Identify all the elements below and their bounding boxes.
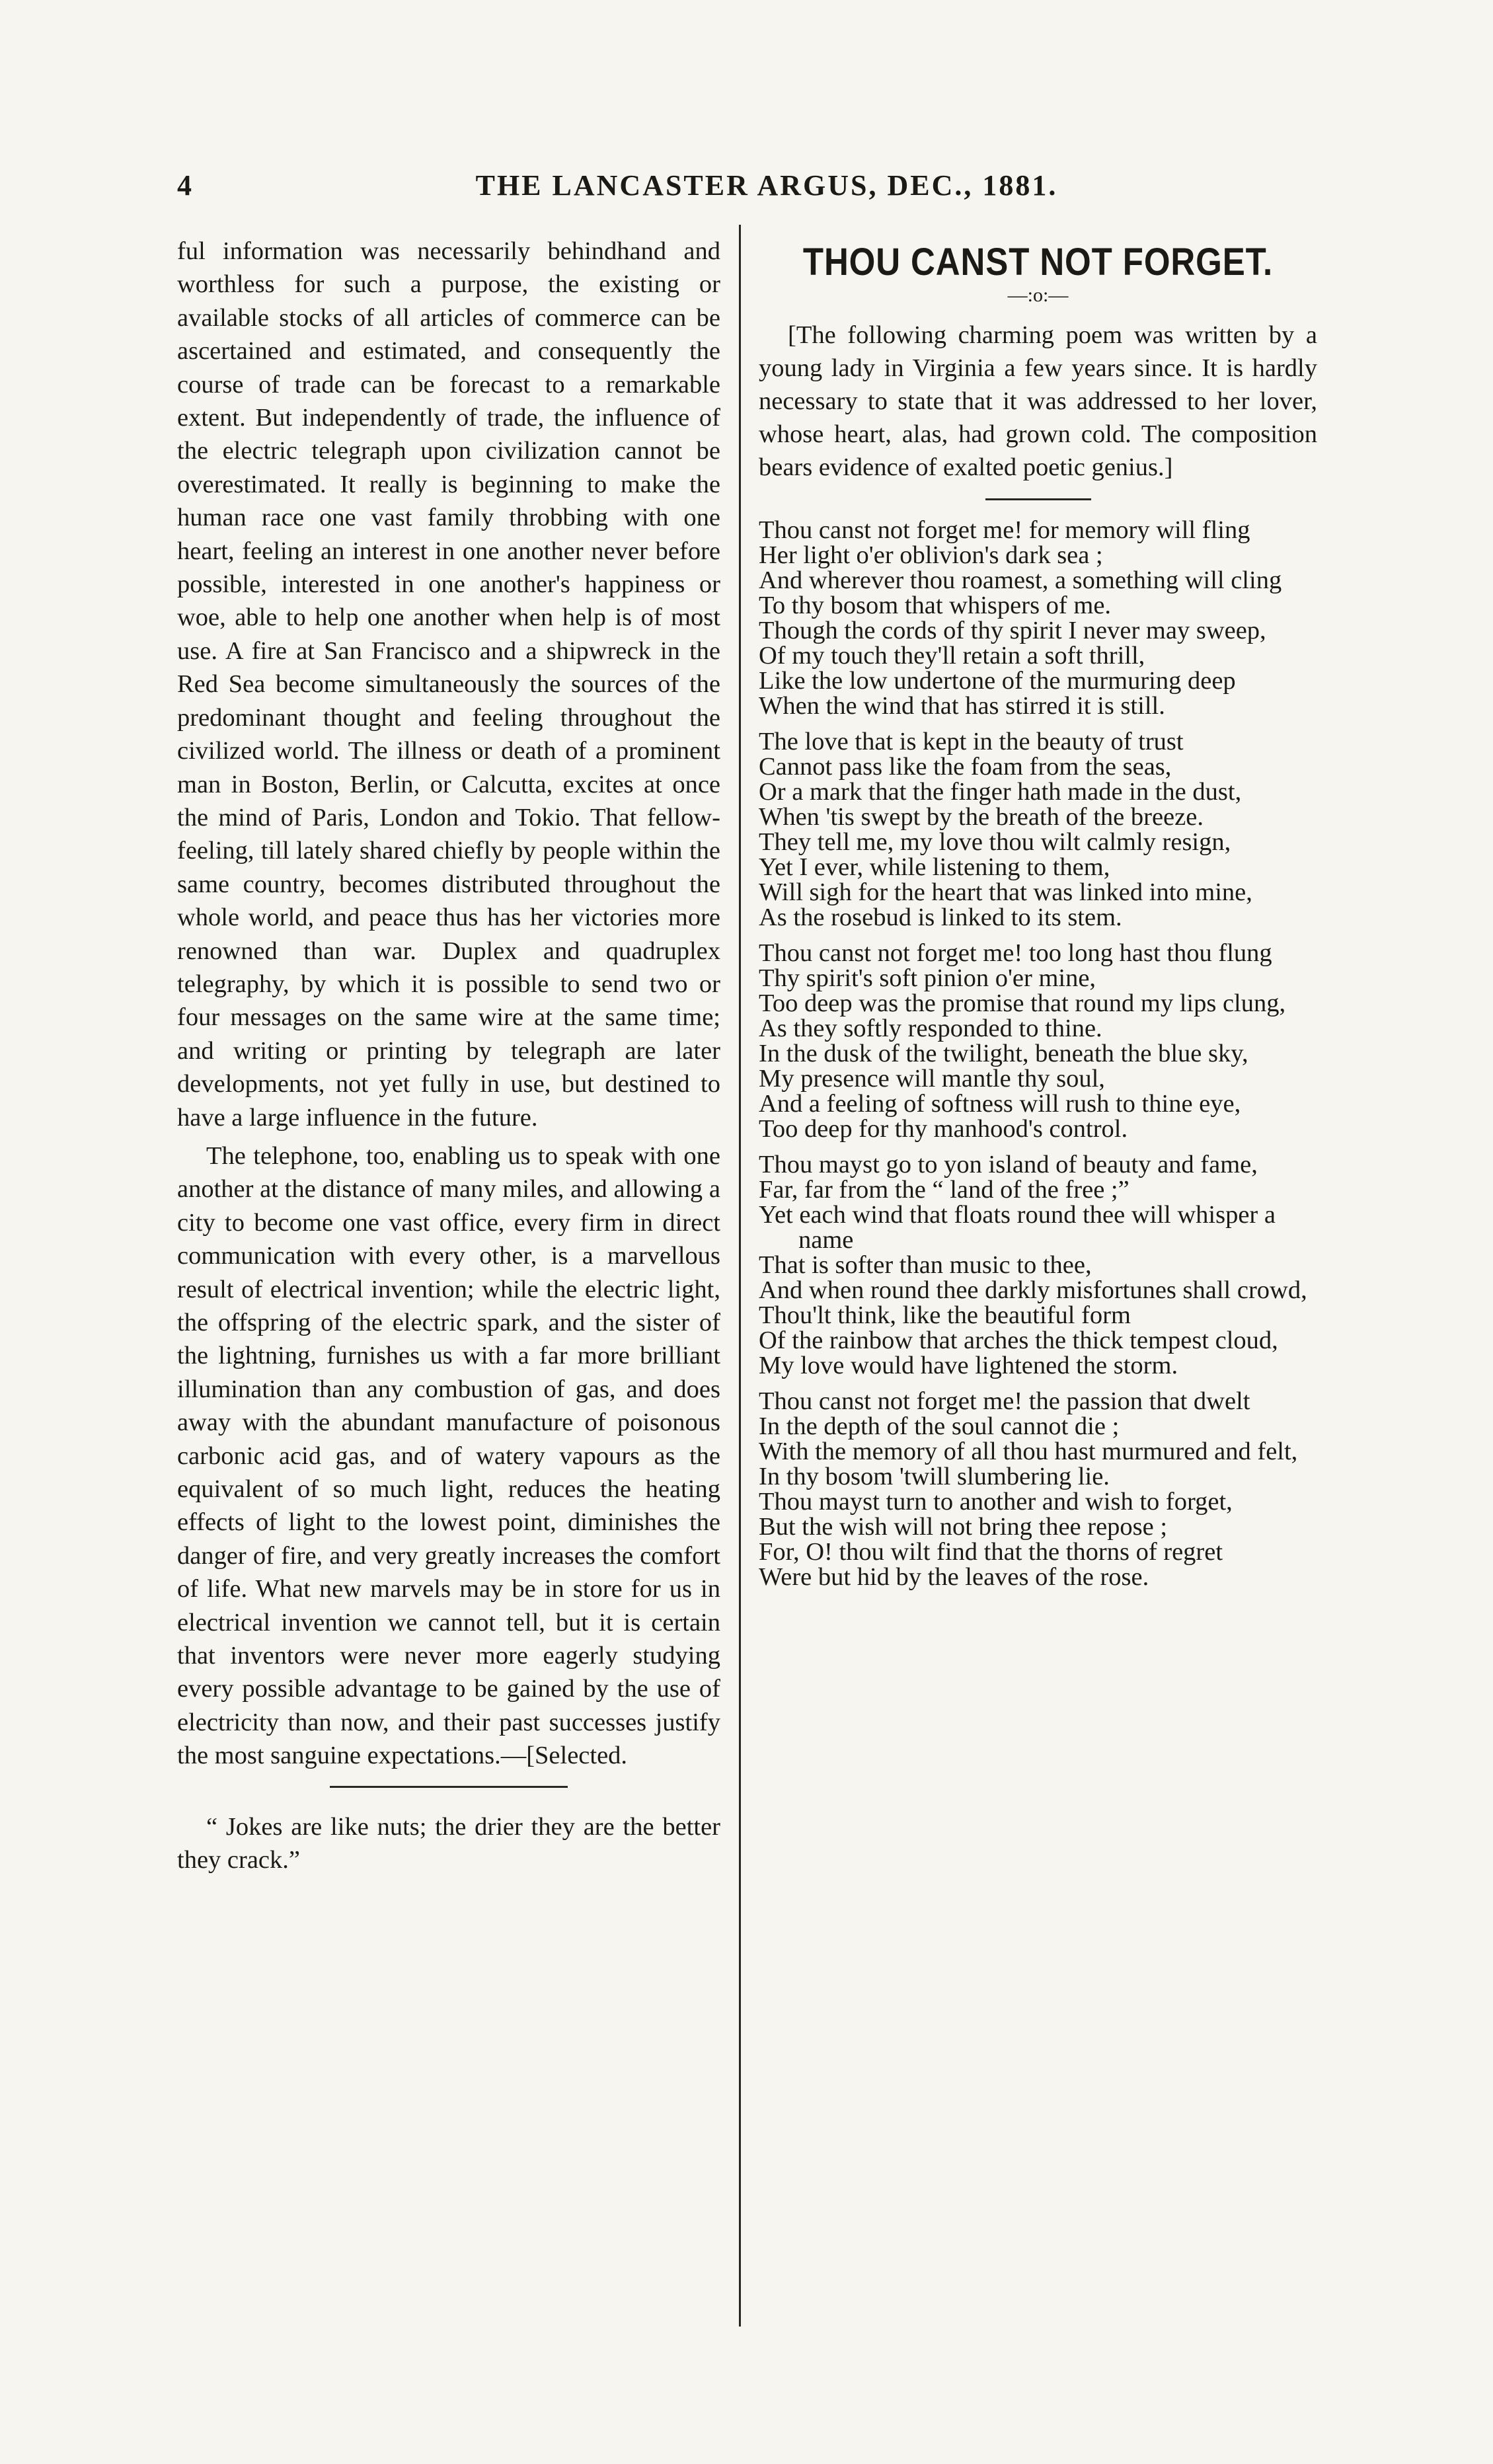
poem-line: And when round thee darkly misfortunes shall crowd, [759,1276,1307,1304]
poem-line: Too deep was the promise that round my lips clung, [759,989,1286,1017]
poem-line: In the depth of the soul cannot die ; [759,1412,1120,1440]
poem-line: Her light o'er oblivion's dark sea ; [759,541,1103,569]
poem-line: My presence will mantle thy soul, [759,1065,1105,1093]
poem-line: Thou canst not forget me! the passion that dwelt [759,1387,1250,1415]
poem-stanza [759,1152,1317,1378]
poem-stanza [759,518,1317,718]
poem-introduction: [The following charming poem was written by a young lady in Virginia a few years since. It is hardly necessary to state that it was addressed to her lover, whose heart, alas, had grown cold. The composition bears evidence of exalted poetic genius.] [759,321,1317,481]
poem-line: Like the low undertone of the murmuring deep [759,667,1236,695]
section-divider [330,1786,568,1788]
right-column [759,235,1317,1600]
poem-line: Thy spirit's soft pinion o'er mine, [759,964,1096,992]
poem-line: When the wind that has stirred it is still. [759,692,1165,720]
poem-title: THOU CANST NOT FORGET. [802,241,1274,284]
poem-line: For, O! thou wilt find that the thorns of regret [759,1538,1223,1566]
poem-line: Though the cords of thy spirit I never may sweep, [759,617,1266,644]
poem-stanza [759,941,1317,1141]
poem-line: Thou mayst go to yon island of beauty and fame, [759,1151,1258,1178]
poem-body [759,518,1317,1590]
poem-line: To thy bosom that whispers of me. [759,592,1112,619]
poem-line: Far, far from the “ land of the free ;” [759,1176,1129,1204]
page-header [0,169,1493,208]
poem-line: The love that is kept in the beauty of trust [759,728,1184,755]
poem-line: Or a mark that the finger hath made in the dust, [759,778,1242,806]
poem-line: Yet I ever, while listening to them, [759,853,1110,881]
title-ornament: —:o:— [1007,284,1069,306]
section-divider [985,498,1091,500]
article-paragraph: ful information was necessarily behindhand and worthless for such a purpose, the existing or available stocks of all articles of commerce can be ascertained and estimated, and consequently the course of trade can be forecast to a remarkable extent. But independently of trade, the influence of the electric telegraph upon civilization cannot be overestimated. It really is beginning to make the human race one vast family throbbing with one heart, feeling an interest in one another never before possible, interested in one another's happiness or woe, able to help one another when help is of most use. A fire at San Francisco and a shipwreck in the Red Sea become simultaneously the sources of the predominant thought and feeling throughout the civilized world. The illness or death of a prominent man in Boston, Berlin, or Calcutta, excites at once the mind of Paris, London and Tokio. That fellow-feeling, till lately shared chiefly by people within the same country, becomes distributed throughout the whole world, and peace thus has her victories more renowned than war. Duplex and quadruplex telegraphy, by which it is possible to send two or four messages on the same wire at the same time; and writing or printing by telegraph are later developments, not yet fully in use, but destined to have a large influence in the future. [177,237,720,1132]
poem-line: With the memory of all thou hast murmured and felt, [759,1438,1298,1465]
column-divider [739,225,741,2327]
poem-line: Yet each wind that floats round thee will whisper a name [759,1201,1276,1254]
poem-line: Too deep for thy manhood's control. [759,1115,1128,1143]
poem-stanza [759,1389,1317,1590]
page-number: 4 [177,169,192,202]
left-column [177,235,720,1882]
poem-line: That is softer than music to thee, [759,1251,1092,1279]
poem-line: In the dusk of the twilight, beneath the blue sky, [759,1040,1248,1067]
poem-line: But the wish will not bring thee repose ; [759,1513,1168,1541]
poem-line: Thou mayst turn to another and wish to forget, [759,1488,1233,1516]
poem-line: Of the rainbow that arches the thick tempest cloud, [759,1327,1278,1354]
poem-line: Were but hid by the leaves of the rose. [759,1563,1149,1591]
poem-line: As the rosebud is linked to its stem. [759,904,1122,931]
poem-line: When 'tis swept by the breath of the breeze. [759,803,1204,831]
poem-line: Thou canst not forget me! for memory will fling [759,516,1250,544]
poem-line: Of my touch they'll retain a soft thrill, [759,642,1145,670]
article-paragraph: The telephone, too, enabling us to speak with one another at the distance of many miles, and allowing a city to become one vast office, every firm in direct communication with every other, is a marvellous result of electrical invention; while the electric light, the offspring of the electric spark, and the sister of the lightning, furnishes us with a far more brilliant illumination than any combustion of gas, and does away with the abundant manufacture of poisonous carbonic acid gas, and of watery vapours as the equivalent of so much light, reduces the heating effects of light to the lowest point, diminishes the danger of fire, and very greatly increases the comfort of life. What new marvels may be in store for us in electrical invention we cannot tell, but it is certain that inventors were never more eagerly studying every possible advantage to be gained by the use of electricity than now, and their past successes justify the most sanguine expectations.—[Selected. [177,1141,720,1770]
poem-line: They tell me, my love thou wilt calmly resign, [759,828,1231,856]
poem-line: And wherever thou roamest, a something will cling [759,566,1282,594]
poem-line: Will sigh for the heart that was linked into mine, [759,878,1252,906]
poem-line: And a feeling of softness will rush to thine eye, [759,1090,1241,1118]
poem-line: Thou canst not forget me! too long hast thou flung [759,939,1272,967]
joke-filler: “ Jokes are like nuts; the drier they are the better they crack.” [177,1812,720,1874]
poem-line: Cannot pass like the foam from the seas, [759,753,1172,781]
poem-line: As they softly responded to thine. [759,1015,1102,1042]
poem-line: Thou'lt think, like the beautiful form [759,1301,1131,1329]
poem-line: In thy bosom 'twill slumbering lie. [759,1463,1110,1490]
poem-stanza [759,729,1317,930]
masthead: THE LANCASTER ARGUS, DEC., 1881. [475,169,1058,202]
poem-line: My love would have lightened the storm. [759,1352,1178,1379]
